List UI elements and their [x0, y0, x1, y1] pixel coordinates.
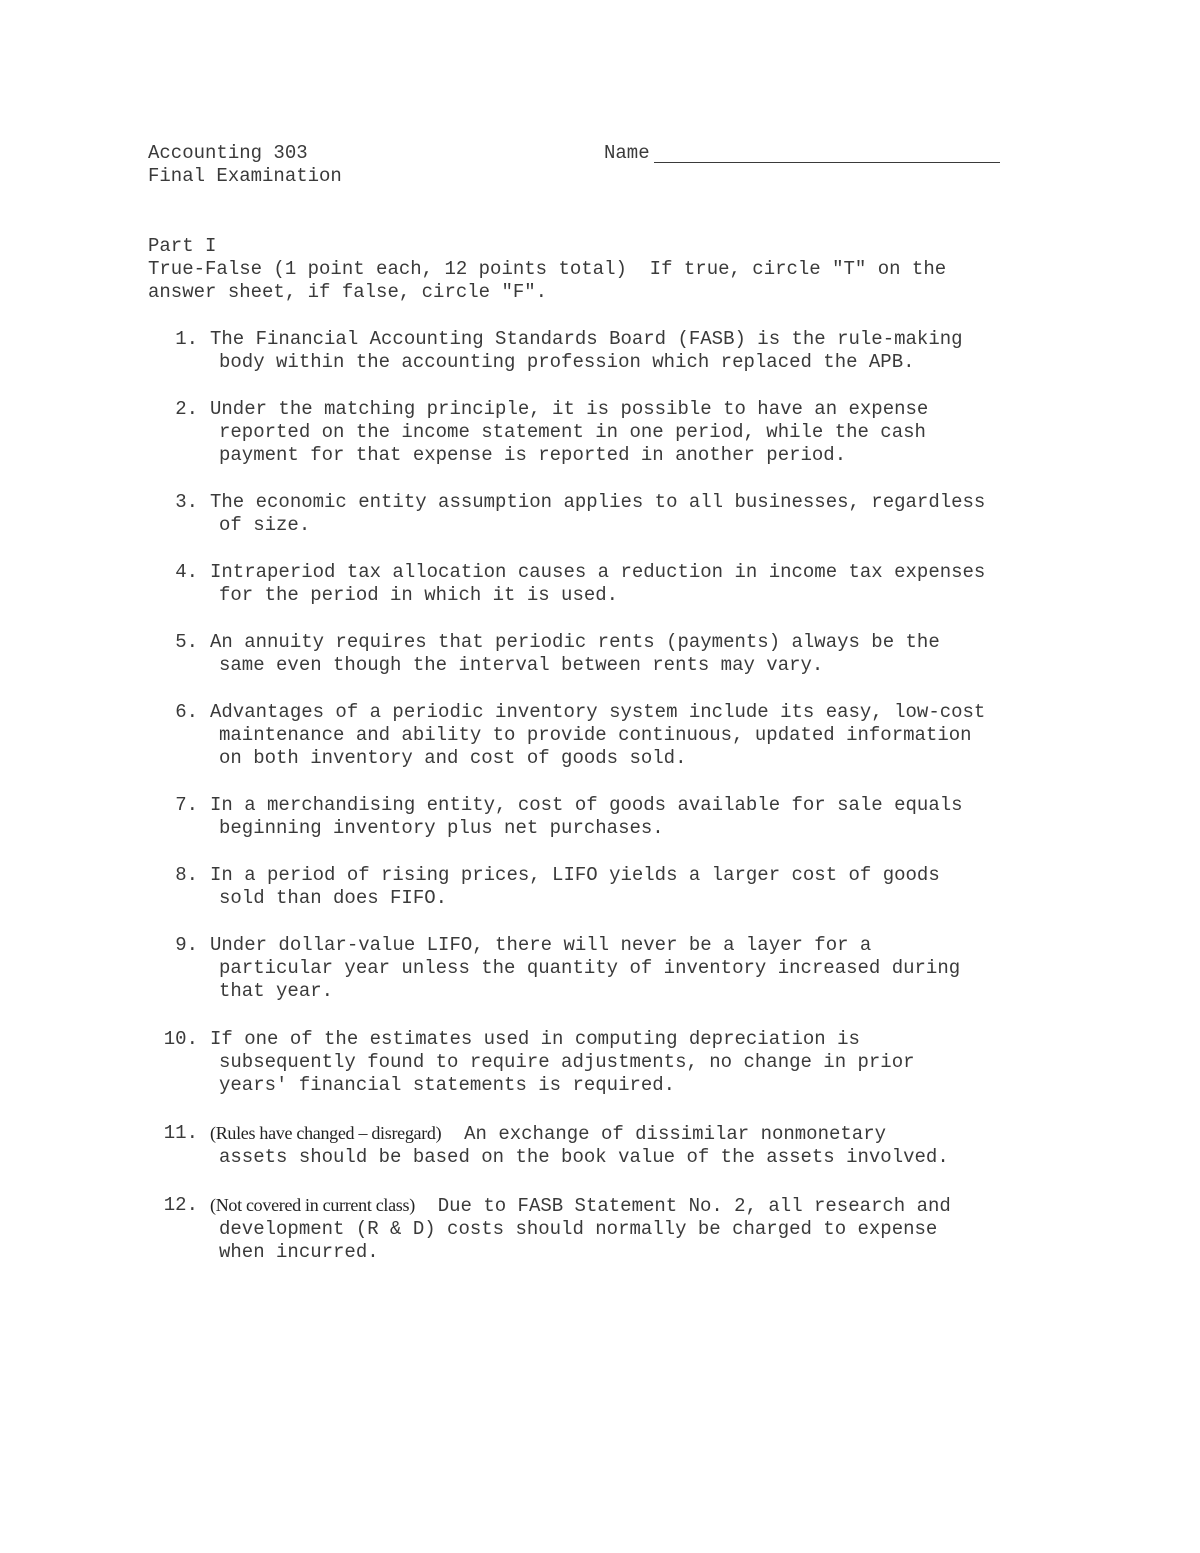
question-number: 12.	[163, 1194, 198, 1216]
question-number: 9.	[175, 934, 198, 956]
question-text-line: subsequently found to require adjustments, no change in prior	[219, 1051, 915, 1073]
part-instructions-line-2: answer sheet, if false, circle "F".	[148, 281, 548, 303]
question-text-line: If one of the estimates used in computing depreciation is	[210, 1028, 860, 1050]
question-number: 2.	[175, 398, 198, 420]
question-text-line: Under the matching principle, it is possible to have an expense	[210, 398, 929, 420]
question-text-line: same even though the interval between rents may vary.	[219, 654, 824, 676]
question-text-line: when incurred.	[219, 1241, 379, 1263]
question-text-line: reported on the income statement in one period, while the cash	[219, 421, 926, 443]
question-text-line: payment for that expense is reported in another period.	[219, 444, 847, 466]
exam-title: Final Examination	[148, 165, 342, 187]
question-text-line: Due to FASB Statement No. 2, all research and	[437, 1195, 951, 1217]
question-text-line: Intraperiod tax allocation causes a reduction in income tax expenses	[210, 561, 986, 583]
course-title: Accounting 303	[148, 142, 308, 164]
question-text-line: body within the accounting profession which replaced the APB.	[219, 351, 915, 373]
question-number: 10.	[163, 1028, 198, 1050]
question-number: 3.	[175, 491, 198, 513]
question-text-line: sold than does FIFO.	[219, 887, 448, 909]
question-number: 8.	[175, 864, 198, 886]
question-text-line: beginning inventory plus net purchases.	[219, 817, 664, 839]
question-number: 5.	[175, 631, 198, 653]
question-text-line: The economic entity assumption applies to all businesses, regardless	[210, 491, 986, 513]
question-text-line: Under dollar-value LIFO, there will never be a layer for a	[210, 934, 872, 956]
question-number: 11.	[163, 1122, 198, 1144]
part-instructions-line-1: True-False (1 point each, 12 points total) If true, circle "T" on the	[148, 258, 947, 280]
question-number: 6.	[175, 701, 198, 723]
question-text-line: maintenance and ability to provide continuous, updated information	[219, 724, 972, 746]
question-text-line: assets should be based on the book value of the assets involved.	[219, 1146, 949, 1168]
question-number: 1.	[175, 328, 198, 350]
question-text-line: The Financial Accounting Standards Board (FASB) is the rule-making	[210, 328, 963, 350]
question-text-line: development (R & D) costs should normally be charged to expense	[219, 1218, 938, 1240]
question-text-line: An annuity requires that periodic rents (payments) always be the	[210, 631, 940, 653]
part-title: Part I	[148, 235, 217, 257]
name-label: Name	[604, 142, 650, 164]
question-text-line: on both inventory and cost of goods sold.	[219, 747, 687, 769]
question-note: (Rules have changed – disregard)	[210, 1123, 442, 1143]
question-text-line: of size.	[219, 514, 311, 536]
name-blank-line	[654, 162, 1000, 163]
question-number: 4.	[175, 561, 198, 583]
question-text-line: In a period of rising prices, LIFO yields a larger cost of goods	[210, 864, 940, 886]
question-text-line: An exchange of dissimilar nonmonetary	[464, 1123, 886, 1145]
question-number: 7.	[175, 794, 198, 816]
question-text-line: Advantages of a periodic inventory system include its easy, low-cost	[210, 701, 986, 723]
question-text-line: In a merchandising entity, cost of goods available for sale equals	[210, 794, 963, 816]
question-text-line: years' financial statements is required.	[219, 1074, 676, 1096]
question-note: (Not covered in current class)	[210, 1195, 415, 1215]
question-text-line: that year.	[219, 980, 334, 1002]
question-text-line: for the period in which it is used.	[219, 584, 619, 606]
question-text-line: particular year unless the quantity of inventory increased during	[219, 957, 961, 979]
